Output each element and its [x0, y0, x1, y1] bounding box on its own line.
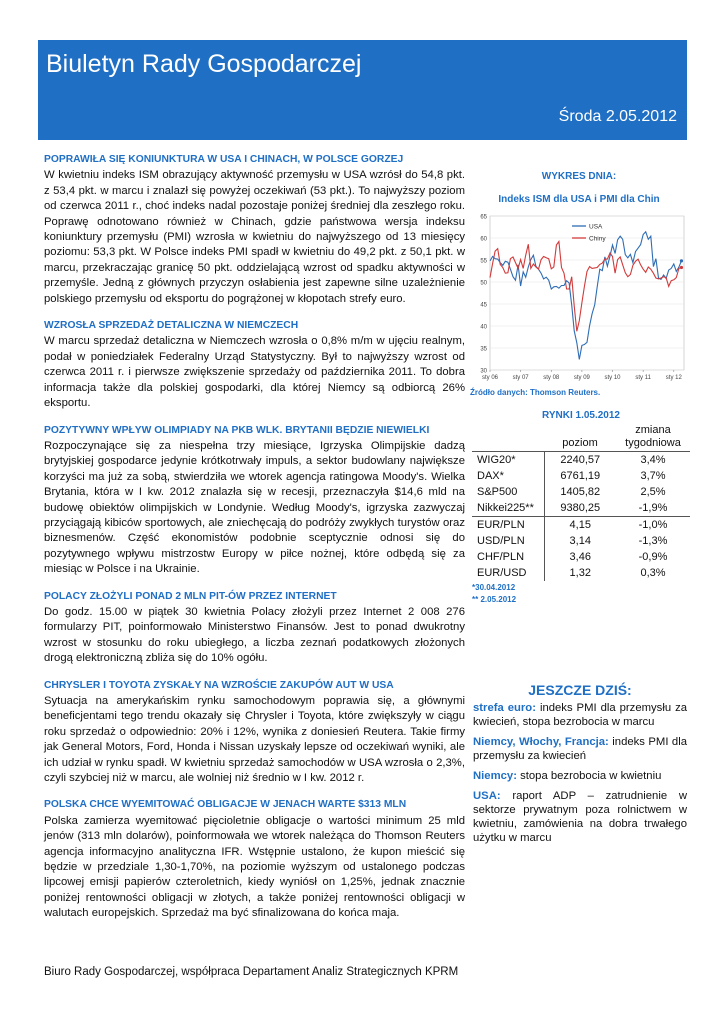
bulletin-title: Biuletyn Rady Gospodarczej	[46, 50, 362, 78]
today-title: JESZCZE DZIŚ:	[528, 682, 632, 698]
today-item: USA: raport ADP – zatrudnienie w sektorze prywatnym poza rolnictwem w kwietniu, zamówienia na dobra trwałego użytku w marcu	[473, 790, 687, 844]
market-change: 0,3%	[640, 567, 666, 579]
y-tick-label: 55	[480, 258, 487, 265]
market-change: 2,5%	[640, 486, 666, 498]
article-title: CHRYSLER I TOYOTA ZYSKAŁY NA WZROŚCIE ZAKUPÓW AUT W USA	[44, 679, 394, 691]
chart-panel	[470, 160, 688, 397]
today-panel	[473, 683, 687, 851]
article-body: W kwietniu indeks ISM obrazujący aktywność przemysłu w USA wzrósł do 54,8 pkt. z 53,4 pkt. w marcu i znalazł się powyżej oczekiwań (53 pkt.). To najwyższy poziom od czerwca 2011 r., choć indeks nadal pozostaje poniżej średniej dla zeszłego roku. Poprawę odnotowano również w Chinach, gdzie państwowa wersja indeksu koniunktury przemysłu (PMI) wzrosła w kwietniu do najwyższego od 13 miesięcy poziomu: 53,3 pkt. W Polsce indeks PMI spadł w kwietniu do 49,2 pkt. z 50,1 pkt. w marcu, przekraczając granicę 50 pkt. oddzielającą wzrost od spadku aktywności w przemyśle. Jedną z głównych przyczyn osłabienia jest zapewne silne uzależnienie polskiego przemysłu od eksportu do pogrążonej w kłopotach strefy euro.	[44, 169, 465, 305]
market-name: EUR/PLN	[472, 517, 544, 534]
market-row	[472, 533, 690, 549]
y-tick-label: 50	[480, 280, 487, 287]
x-tick-label: sty 10	[604, 375, 621, 381]
y-tick-label: 30	[480, 368, 487, 375]
article-title: POLSKA CHCE WYEMITOWAĆ OBLIGACJE W JENACH WARTE $313 MLN	[44, 799, 407, 811]
today-item: Niemcy: stopa bezrobocia w kwietniu	[473, 770, 662, 782]
y-tick-label: 40	[480, 324, 487, 331]
market-row	[472, 452, 690, 469]
market-level: 3,46	[544, 549, 616, 565]
col-change-header: zmiana tygodniowa	[625, 424, 681, 449]
market-level: 1,32	[544, 565, 616, 581]
market-row	[472, 500, 690, 517]
y-tick-label: 45	[480, 302, 487, 309]
market-name: CHF/PLN	[477, 551, 525, 563]
article-body: W marcu sprzedaż detaliczna w Niemczech wzrosła o 0,8% m/m w ujęciu realnym, podał w poniedziałek Federalny Urząd Statystyczny. Był to najwyższy wzrost od czerwca 2011 r. i pierwsze zwiększenie sprzedaży od października 2011. To dobra informacja także dla polskiej gospodarki, dla której Niemcy są odbiorcą 26% eksportu.	[44, 335, 465, 410]
today-item: strefa euro: indeks PMI dla przemysłu za kwiecień, stopa bezrobocia w marcu	[473, 702, 688, 728]
article-body: Sytuacja na amerykańskim rynku samochodowym poprawia się, a głównymi beneficjentami tego trendu okazały się Chrysler i Toyota, które zwiększyły w ciągu roku sprzedaż o odpowiednio: 20% i 12%, wynika z doniesień Reutera. Takie firmy jak General Motors, Ford, Honda i Nissan uzyskały lepsze od oczekiwań wyniki, ale ich udział w rynku spadł. W kwietniu sprzedaż samochodów w USA wzrosła o 2,3%, czyli szybciej niż w marcu, ale wolniej niż średnio w I kw. 2012 r.	[44, 695, 465, 785]
market-name: WIG20*	[472, 452, 544, 469]
market-row	[472, 565, 690, 581]
markets-note: ** 2.05.2012	[472, 595, 517, 604]
market-name: USD/PLN	[477, 535, 525, 547]
market-change: -1,0%	[616, 517, 690, 534]
market-level: 9380,25	[544, 500, 616, 517]
markets-title: RYNKI 1.05.2012	[541, 410, 620, 421]
series-end-point	[680, 259, 683, 262]
today-item: Niemcy, Włochy, Francja: indeks PMI dla przemysłu za kwiecień	[473, 736, 688, 762]
market-change: 3,4%	[616, 452, 690, 469]
footer-text: Biuro Rady Gospodarczej, współpraca Departament Analiz Strategicznych KPRM	[44, 966, 459, 978]
x-tick-label: sty 12	[665, 375, 682, 381]
plot-area	[490, 216, 684, 370]
markets-panel	[472, 410, 690, 605]
market-name: Nikkei225**	[477, 502, 534, 514]
market-level: 1405,82	[544, 484, 616, 500]
market-level: 2240,57	[544, 452, 616, 469]
articles-column	[44, 152, 465, 933]
market-change: -1,3%	[638, 535, 668, 547]
header-banner	[38, 40, 687, 140]
x-tick-label: sty 07	[512, 375, 529, 381]
chart-subheading: Indeks ISM dla USA i PMI dla Chin	[498, 194, 660, 205]
market-level: 4,15	[544, 517, 616, 534]
legend-label: Chiny	[589, 235, 606, 243]
y-tick-label: 60	[480, 236, 487, 243]
col-level-header: poziom	[562, 437, 598, 449]
market-change: 3,7%	[640, 470, 666, 482]
market-change: -0,9%	[638, 551, 668, 563]
market-change: -1,9%	[638, 502, 668, 514]
markets-table	[472, 423, 690, 581]
bulletin-date: Środa 2.05.2012	[558, 108, 677, 125]
market-level: 6761,19	[544, 468, 616, 484]
x-tick-label: sty 08	[543, 375, 560, 381]
market-row	[472, 517, 690, 534]
article-title: POZYTYWNY WPŁYW OLIMPIADY NA PKB WLK. BRYTANII BĘDZIE NIEWIELKI	[44, 424, 430, 436]
article-title: POPRAWIŁA SIĘ KONIUNKTURA W USA I CHINACH, W POLSCE GORZEJ	[44, 154, 404, 165]
x-tick-label: sty 11	[635, 375, 651, 381]
x-tick-label: sty 06	[481, 375, 499, 381]
x-tick-label: sty 09	[573, 375, 590, 381]
article-body: Rozpoczynające się za niespełna trzy miesiące, Igrzyska Olimpijskie dadzą brytyjskiej gospodarce jedynie krótkotrwały impuls, a sektor budowlany największe korzyści ma już za sobą, stwierdziła we wtorek agencja ratingowa Moody's. Wielka Brytania, która w I kw. 2012 znalazła się w recesji, przeznaczyła $14,6 mld na budowę obiektów olimpijskich w Londynie. Według Moody's, igrzyska zazwyczaj przyciągają kibiców sportowych, ale zniechęcają do podróży zwykłych turystów oraz biznesmenów. Część ekonomistów podobnie sceptycznie odnosi się do pozytywnego wpływu mistrzostw Europy w piłce nożnej, które odbędą się za miesiąc w Polsce i na Ukrainie.	[44, 439, 465, 576]
market-name: DAX*	[477, 470, 504, 482]
market-row	[472, 549, 690, 565]
line-chart	[470, 210, 688, 386]
article-body: Polska zamierza wyemitować pięcioletnie obligacje o wartości minimum 25 mld jenów (313 mln dolarów), poinformowała we wtorek należąca do Thomson Reuters agencja informacyjno analityczna IFR. Wstępnie ustalono, że kupon mieścić się będzie w przedziale 1,30-1,70%, na poziomie wyższym od ustalonego podczas lipcowej emisji papierów czteroletnich, kiedy wyniósł on 1,25%, jednak znacznie poniżej rentowności obligacji w złotych, a także poniżej rentowności obligacji w walutach europejskich. Sprzedaż ma być sfinalizowana do końca maja.	[44, 814, 465, 920]
markets-body	[472, 452, 690, 582]
y-tick-label: 35	[480, 346, 487, 353]
chart-heading: WYKRES DNIA:	[541, 171, 617, 182]
chart-source: Źródło danych: Thomson Reuters.	[470, 388, 601, 397]
article-title: WZROSŁA SPRZEDAŻ DETALICZNA W NIEMCZECH	[44, 320, 299, 332]
market-name: EUR/USD	[477, 567, 527, 579]
market-name: S&P500	[477, 486, 518, 498]
market-row	[472, 484, 690, 500]
article-body: Do godz. 15.00 w piątek 30 kwietnia Polacy złożyli przez Internet 2 008 276 formularzy PIT, poinformowało Ministerstwo Finansów. Jest to ponad dwukrotny wzrost w stosunku do roku ubiegłego, a liczba zeznań podatkowych złożonych drogą elektroniczną zbliża się do 10% ogółu.	[44, 605, 465, 665]
market-row	[472, 468, 690, 484]
article-title: POLACY ZŁOŻYLI PONAD 2 MLN PIT-ÓW PRZEZ INTERNET	[44, 590, 337, 602]
legend-label: USA	[589, 223, 603, 231]
market-level: 3,14	[544, 533, 616, 549]
y-tick-label: 65	[480, 214, 487, 221]
series-end-point	[680, 266, 683, 269]
markets-note: *30.04.2012	[472, 583, 516, 592]
